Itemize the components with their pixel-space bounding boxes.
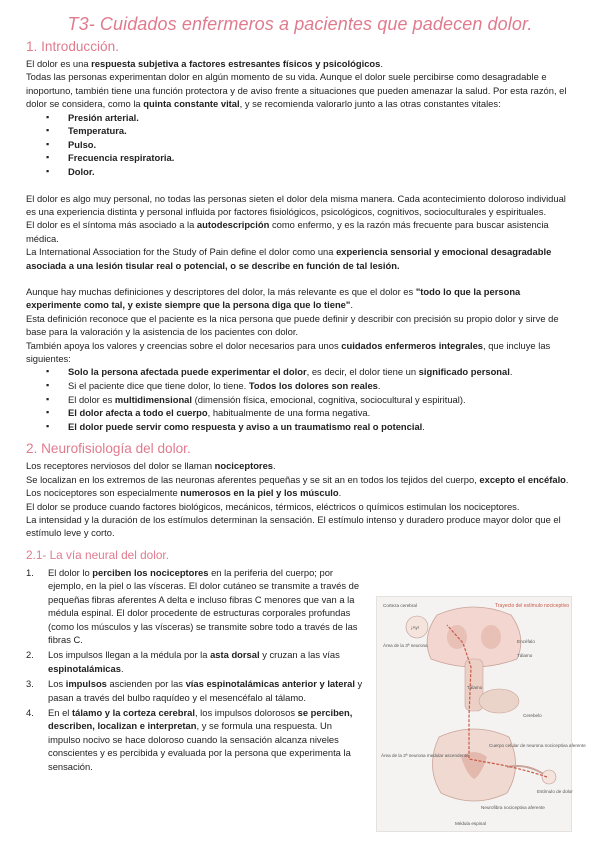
figure-label: Cerebelo bbox=[523, 713, 542, 718]
list-item bbox=[26, 677, 366, 704]
list-item: ▪ Temperatura. bbox=[46, 124, 574, 138]
paragraph: El dolor es algo muy personal, no todas las personas sieten el dolor dela misma manera. Cada acontecimiento doloroso individual es una experiencia distinta y personal influida por factores fisiológicos, psicológicos, cognitivos, socioculturales y espirituales. bbox=[26, 192, 566, 217]
figure-label: Área de la 2ª neurona medular ascendente bbox=[381, 753, 469, 758]
figure-label: Cuerpo celular de neurona nociceptiva aferente bbox=[489, 743, 586, 748]
paragraph: El dolor se produce cuando factores biológicos, mecánicos, térmicos, eléctricos o químicos estimulan los nociceptores. bbox=[26, 500, 520, 512]
section-heading-intro: 1. Introducción. bbox=[26, 39, 119, 54]
pain-pathway-illustration bbox=[377, 597, 586, 831]
step-number: 4. bbox=[26, 706, 34, 718]
list-item: ▪ Solo la persona afectada puede experimentar el dolor, es decir, el dolor tiene un significado personal. bbox=[46, 365, 574, 379]
step-text: El dolor lo perciben los nociceptores en la periferia del cuerpo; por ejemplo, en la piel o las vísceras. El dolor cutáneo se transmite a través de pequeñas fibras aferentes A delta e incluso fibras C menores que van a la médula espinal. El dolor procedente de estructuras corporales profundas (como los músculos y las vísceras) se transmite sobre todo a través de las fibras C. bbox=[48, 566, 360, 645]
step-number: 1. bbox=[26, 566, 34, 578]
pain-pathway-figure bbox=[376, 596, 586, 832]
list-item bbox=[26, 706, 366, 773]
figure-label: Trayecto del estímulo nociceptivo bbox=[495, 603, 570, 609]
list-item: ▪ Dolor. bbox=[46, 165, 574, 179]
figure-label: Área de la 3ª neurona bbox=[383, 643, 428, 648]
list-item: ▪ El dolor puede servir como respuesta y aviso a un traumatismo real o potencial. bbox=[46, 420, 574, 434]
paragraph: Los nociceptores son especialmente numerosos en la piel y los músculo. bbox=[26, 487, 342, 499]
step-text: En el tálamo y la corteza cerebral, los impulsos dolorosos se perciben, describen, localizan e interpretan, y se formula una respuesta. Un impulso nocivo se hace doloroso cuando la sensación alcanza niveles conscientes y es percibida y evaluada por la persona que experimenta la sensación. bbox=[48, 706, 353, 772]
paragraph: La International Association for the Study of Pain define el dolor como una experiencia sensorial y emocional desagradable asociada a una lesión tisular real o potencial, o se describe en función de tal lesión. bbox=[26, 246, 552, 271]
paragraph: Los receptores nerviosos del dolor se llaman nociceptores. bbox=[26, 460, 276, 472]
figure-label: Tálamo bbox=[467, 685, 483, 690]
figure-label: Corteza cerebral bbox=[383, 603, 417, 608]
steps-list bbox=[26, 566, 366, 773]
list-item: ▪ Si el paciente dice que tiene dolor, lo tiene. Todos los dolores son reales. bbox=[46, 379, 574, 393]
figure-label: ¡Ay! bbox=[411, 625, 420, 630]
step-text: Los impulsos ascienden por las vías espinotalámicas anterior y lateral y pasan a través del bulbo raquídeo y el mesencéfalo al tálamo. bbox=[48, 678, 363, 703]
figure-label: Encéfalo bbox=[517, 639, 535, 644]
thalamus-right bbox=[481, 625, 501, 649]
subsection-heading-via: 2.1- La vía neural del dolor. bbox=[26, 547, 169, 562]
figure-label: Estímulo de dolor bbox=[537, 789, 573, 794]
paragraph: También apoya los valores y creencias sobre el dolor necesarios para unos cuidados enfermeros integrales, que incluye las siguientes: bbox=[26, 339, 551, 365]
vital-signs-list bbox=[26, 111, 574, 179]
brain-shape bbox=[427, 607, 521, 667]
list-item: ▪ El dolor es multidimensional (dimensión física, emocional, cognitiva, sociocultural y espiritual). bbox=[46, 393, 574, 407]
paragraph: La intensidad y la duración de los estímulos determinan la sensación. El estímulo intenso y duradero produce mayor dolor que el estímulo leve y corto. bbox=[26, 514, 561, 539]
list-item: ▪ El dolor afecta a todo el cuerpo, habitualmente de una forma negativa. bbox=[46, 406, 574, 420]
paragraph: Todas las personas experimentan dolor en algún momento de su vida. Aunque el dolor suele percibirse como desagradable e inoportuno, también tiene una función protectora y de aviso frente a situaciones que pueden amenazar la salud. Por esta razón, el dolor se considera, como la quinta constante vital, y se recomienda valorarlo junto a las otras constantes vitales: bbox=[26, 71, 567, 110]
section-heading-neuro: 2. Neurofisiología del dolor. bbox=[26, 441, 191, 457]
paragraph: Se localizan en los extremos de las neuronas aferentes pequeñas y se sit an en todos los tejidos del cuerpo, excepto el encéfalo. bbox=[26, 473, 569, 485]
list-item bbox=[26, 648, 366, 675]
step-number: 3. bbox=[26, 678, 34, 690]
stimulus-icon bbox=[542, 770, 556, 784]
list-item: ▪ Frecuencia respiratoria. bbox=[46, 151, 574, 165]
list-item: ▪ Pulso. bbox=[46, 138, 574, 152]
page-title: T3- Cuidados enfermeros a pacientes que padecen dolor. bbox=[67, 14, 533, 34]
cerebellum bbox=[479, 689, 519, 713]
paragraph: Aunque hay muchas definiciones y descriptores del dolor, la más relevante es que el dolor es "todo lo que la persona experimente como tal, y existe siempre que la persona diga que lo tiene". bbox=[26, 286, 521, 311]
list-item bbox=[26, 566, 366, 646]
list-item: ▪ Presión arterial. bbox=[46, 111, 574, 125]
step-number: 2. bbox=[26, 649, 34, 661]
paragraph: El dolor es el síntoma más asociado a la autodescripción como enfermo, y es la razón más frecuente para buscar asistencia médica. bbox=[26, 219, 549, 244]
figure-label: Médula espinal bbox=[455, 821, 486, 826]
figure-label: Tálamo bbox=[517, 653, 533, 658]
beliefs-list bbox=[26, 365, 574, 433]
paragraph: Esta definición reconoce que el paciente es la nica persona que puede definir y describir con precisión su propio dolor y sirve de base para la valoración y la asistencia de los pacientes con dolor. bbox=[26, 312, 559, 338]
step-text: Los impulsos llegan a la médula por la asta dorsal y cruzan a las vías espinotalámicas. bbox=[48, 649, 340, 674]
paragraph: El dolor es una respuesta subjetiva a factores estresantes físicos y psicológicos. bbox=[26, 58, 383, 69]
figure-label: Neurofibra nociceptiva aferente bbox=[481, 805, 545, 810]
